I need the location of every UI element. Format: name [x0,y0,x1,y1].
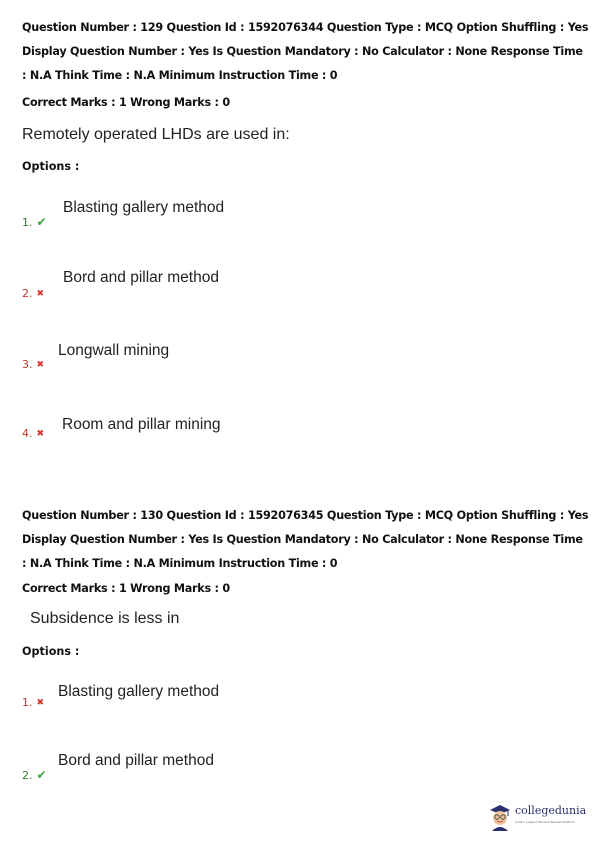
question-129-text: Remotely operated LHDs are used in: [22,126,290,143]
cross-icon: ✖ [36,359,45,370]
q129-option-4-text[interactable]: Room and pillar mining [62,416,221,433]
check-icon: ✔ [36,768,47,782]
meta-line: Display Question Number : Yes Is Question Mandatory : No Calculator : None Response Time [22,533,583,546]
logo-brand-name: collegedunia [515,804,587,817]
question-129-meta [22,16,589,88]
q129-option-2-number [22,287,44,300]
q129-option-1-number [22,215,47,229]
option-number: 2. [22,768,33,782]
meta-line: Display Question Number : Yes Is Question Mandatory : No Calculator : None Response Time [22,45,583,58]
q129-option-3-number [22,358,44,371]
q129-option-4-number [22,427,44,440]
collegedunia-logo [487,802,587,832]
q129-option-3-text[interactable]: Longwall mining [58,342,170,359]
student-mascot-icon [487,802,513,832]
q129-option-2-text[interactable]: Bord and pillar method [63,269,219,286]
cross-icon: ✖ [36,697,45,708]
question-129-marks: Correct Marks : 1 Wrong Marks : 0 [22,96,230,109]
option-number: 2. [22,287,33,300]
question-130-text: Subsidence is less in [30,610,180,627]
q130-option-1-number [22,696,44,709]
option-number: 1. [22,696,33,709]
q130-option-1-text[interactable]: Blasting gallery method [58,683,220,700]
meta-line: : N.A Think Time : N.A Minimum Instruction Time : 0 [22,69,338,82]
question-130-options-label: Options : [22,645,80,658]
q130-option-2-text[interactable]: Bord and pillar method [58,752,214,769]
cross-icon: ✖ [36,288,45,299]
option-number: 3. [22,358,33,371]
q130-option-2-number [22,768,47,782]
option-number: 4. [22,427,33,440]
meta-line: Question Number : 130 Question Id : 1592076345 Question Type : MCQ Option Shuffling : Yes [22,509,589,522]
option-number: 1. [22,215,33,229]
check-icon: ✔ [36,215,47,229]
question-129-options-label: Options : [22,160,80,173]
question-130-meta [22,504,589,576]
logo-tagline: India's Largest Student Review Platform [515,820,575,824]
question-130-marks: Correct Marks : 1 Wrong Marks : 0 [22,582,230,595]
meta-line: : N.A Think Time : N.A Minimum Instruction Time : 0 [22,557,338,570]
q129-option-1-text[interactable]: Blasting gallery method [63,199,225,216]
meta-line: Question Number : 129 Question Id : 1592076344 Question Type : MCQ Option Shuffling : Yes [22,21,589,34]
cross-icon: ✖ [36,428,45,439]
